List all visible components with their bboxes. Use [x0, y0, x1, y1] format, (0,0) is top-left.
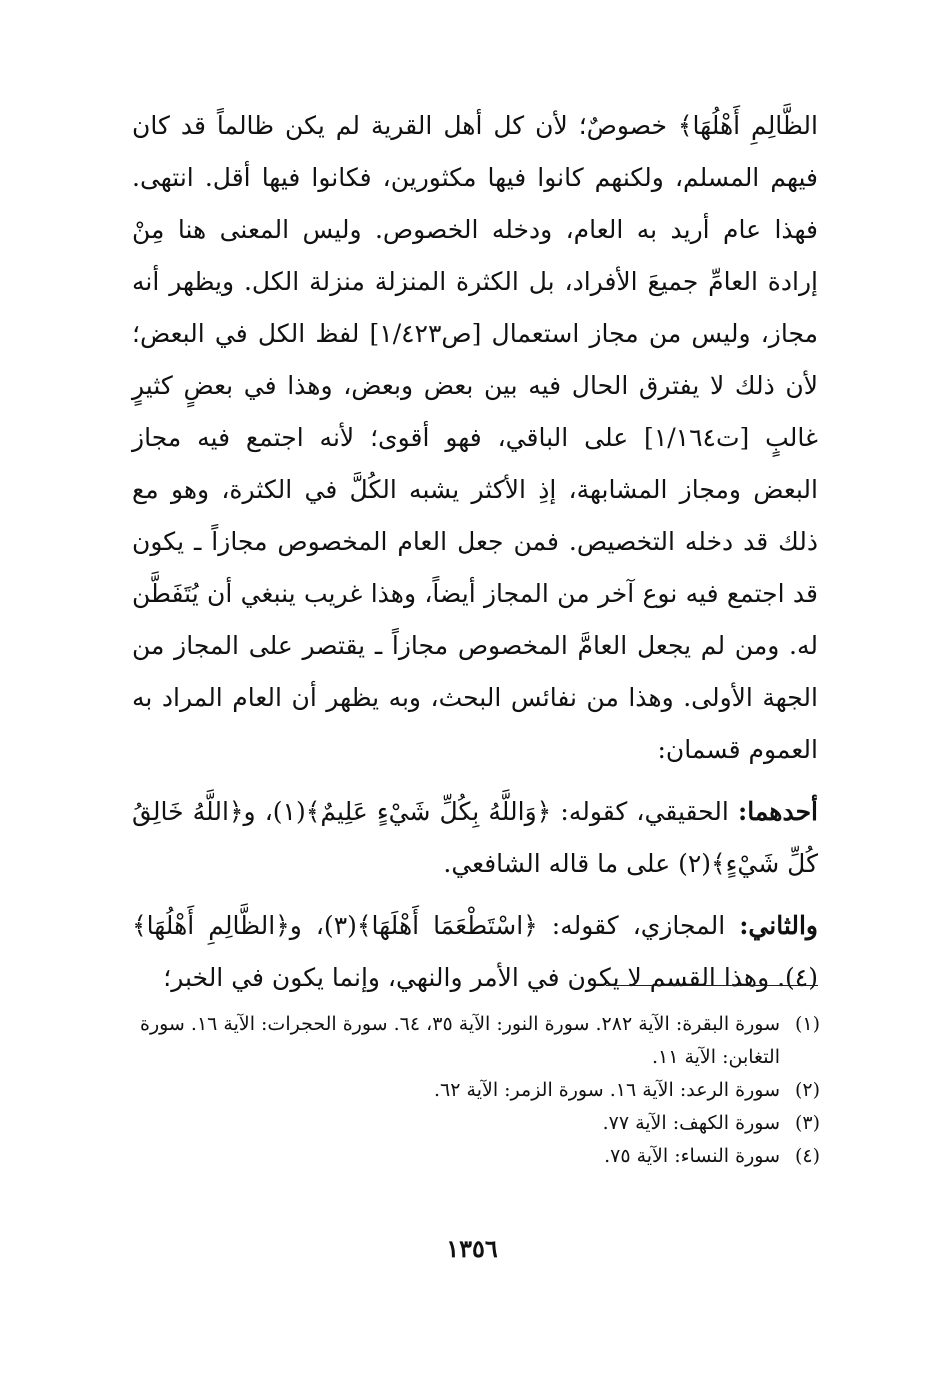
footnote-text: سورة النساء: الآية ٧٥. — [604, 1145, 780, 1167]
footnote-number: (٣) — [794, 1112, 820, 1134]
footnote-4 — [132, 1140, 820, 1173]
footnote-1 — [132, 1008, 820, 1074]
paragraph-continuation: الظَّالِمِ أَهْلُهَا﴾ خصوصٌ؛ لأن كل أهل القرية لم يكن ظالماً قد كان فيهم المسلم، ولكنهم كانوا فيها مكثورين، فكانوا فيها أقل. انتهى. فهذا عام أريد به العام، ودخله الخصوص. وليس المعنى هنا مِنْ إرادة العامِّ جميعَ الأفراد، بل الكثرة المنزلة منزلة الكل. ويظهر أنه مجاز، وليس من مجاز استعمال [ص١/٤٢٣] لفظ الكل في البعض؛ لأن ذلك لا يفترق الحال فيه بين بعض وبعض، وهذا في بعضٍ كثيرٍ غالبٍ [ت١/١٦٤] على الباقي، فهو أقوى؛ لأنه اجتمع فيه مجاز البعض ومجاز المشابهة، إذِ الأكثر يشبه الكُلَّ في الكثرة، وهو مع ذلك قد دخله التخصيص. فمن جعل العام المخصوص مجازاً ـ يكون قد اجتمع فيه نوع آخر من المجاز أيضاً، وهذا غريب ينبغي أن يُتَفَطَّن له. ومن لم يجعل العامَّ المخصوص مجازاً ـ يقتصر على المجاز من الجهة الأولى. وهذا من نفائس البحث، وبه يظهر أن العام المراد به العموم قسمان: — [132, 111, 819, 764]
page-number: ١٣٥٦ — [446, 1234, 498, 1263]
main-text — [132, 100, 818, 1004]
footnote-text: سورة الرعد: الآية ١٦. سورة الزمر: الآية ٦٢. — [434, 1079, 780, 1101]
footnote-number: (١) — [794, 1013, 820, 1035]
footnote-number: (٢) — [794, 1079, 820, 1101]
footnote-divider — [606, 985, 818, 986]
footnote-number: (٤) — [794, 1145, 820, 1167]
footnote-text: سورة البقرة: الآية ٢٨٢. سورة النور: الآية ٣٥، ٦٤. سورة الحجرات: الآية ١٦. سورة التغابن: الآية ١١. — [139, 1013, 780, 1068]
first-type-text: الحقيقي، كقوله: ﴿وَاللَّهُ بِكُلِّ شَيْءٍ عَلِيمٌ﴾(١)، و﴿اللَّهُ خَالِقُ كُلِّ شَيْءٍ﴾(٢) على ما قاله الشافعي. — [132, 797, 818, 878]
footnote-2 — [132, 1074, 820, 1107]
footnote-text: سورة الكهف: الآية ٧٧. — [602, 1112, 780, 1134]
paragraph-second-type — [132, 900, 818, 1004]
footnote-3 — [132, 1107, 820, 1140]
paragraph-first-type — [132, 786, 818, 890]
footnotes — [132, 1008, 820, 1173]
first-type-term: أحدهما: — [737, 797, 818, 826]
second-type-text: المجازي، كقوله: ﴿اسْتَطْعَمَا أَهْلَهَا﴾(٣)، و﴿الظَّالِمِ أَهْلُهَا﴾(٤). وهذا القسم لا يكون في الأمر والنهي، وإنما يكون في الخبر؛ — [132, 911, 818, 992]
second-type-term: والثاني: — [739, 911, 819, 940]
